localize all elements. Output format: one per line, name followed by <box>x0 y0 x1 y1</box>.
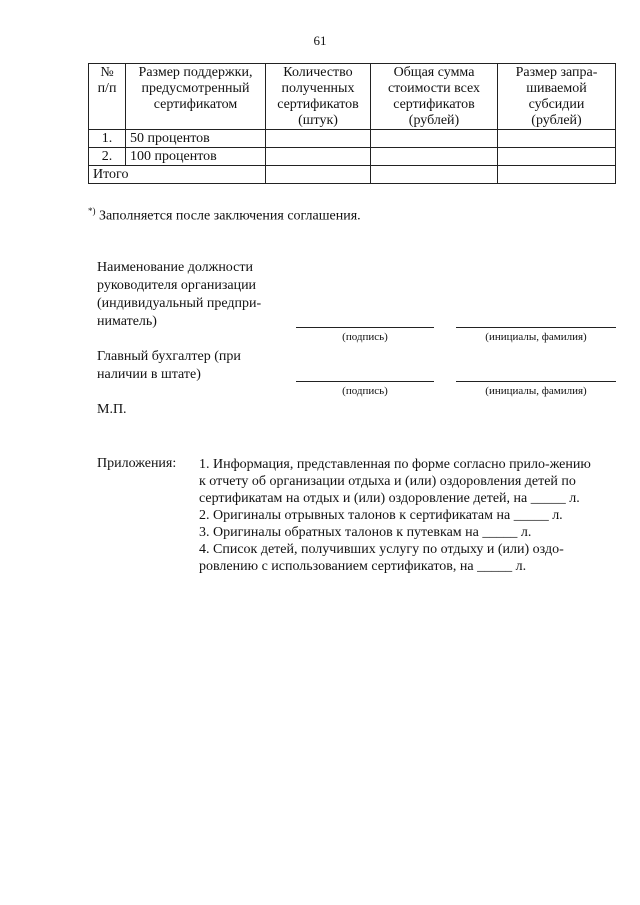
header-certificate-count: Количество полученных сертификатов (штук) <box>266 64 371 130</box>
row-number: 1. <box>89 130 126 148</box>
footnote <box>88 206 361 225</box>
head-name-line <box>456 327 616 328</box>
stamp-place: М.П. <box>97 402 127 417</box>
row-number: 2. <box>89 148 126 166</box>
header-subsidy-size: Размер запра-шиваемой субсидии (рублей) <box>498 64 616 130</box>
footnote-text: Заполняется после заключения соглашения. <box>99 208 361 224</box>
total-label: Итого <box>89 166 266 184</box>
cell-subsidy-size <box>498 148 616 166</box>
accountant-signature-line <box>296 381 434 382</box>
cell-subsidy-size <box>498 130 616 148</box>
footnote-mark: *) <box>88 206 96 216</box>
header-total-cost: Общая сумма стоимости всех сертификатов (рублей) <box>371 64 498 130</box>
accountant-name-line <box>456 381 616 382</box>
header-support-size: Размер поддержки, предусмотренный сертификатом <box>126 64 266 130</box>
table-row <box>89 130 616 148</box>
cell-certificate-count <box>266 130 371 148</box>
attachment-item: 1. Информация, представленная по форме согласно прило-жению к отчету об организации отдыха и (или) оздоровления детей по сертификатам на отдых и (или) оздоровление детей, на _____ л. <box>199 457 591 506</box>
cell-total-certificate-count <box>266 166 371 184</box>
accountant-title: Главный бухгалтер (при наличии в штате) <box>97 349 241 382</box>
row-support-size: 50 процентов <box>126 130 266 148</box>
attachment-item: 2. Оригиналы отрывных талонов к сертификатам на _____ л. <box>199 508 563 523</box>
table-row <box>89 148 616 166</box>
cell-certificate-count <box>266 148 371 166</box>
page-number: 61 <box>313 33 327 48</box>
head-position-title: Наименование должности руководителя организации (индивидуальный предпри-ниматель) <box>97 260 262 329</box>
cell-total-cost <box>371 130 498 148</box>
cell-total-cost-sum <box>371 166 498 184</box>
attachment-item: 4. Список детей, получивших услугу по отдыху и (или) оздо-ровлению с использованием сертификатов, на _____ л. <box>199 542 564 574</box>
head-signature-caption: (подпись) <box>342 331 388 343</box>
table-total-row <box>89 166 616 184</box>
cell-total-cost <box>371 148 498 166</box>
attachments-list <box>199 456 599 575</box>
report-table <box>88 63 616 184</box>
table-header-row <box>89 64 616 130</box>
attachments-label: Приложения: <box>97 456 177 471</box>
attachment-item: 3. Оригиналы обратных талонов к путевкам на _____ л. <box>199 525 532 540</box>
head-name-caption: (инициалы, фамилия) <box>485 331 587 343</box>
row-support-size: 100 процентов <box>126 148 266 166</box>
header-number: № п/п <box>89 64 126 130</box>
accountant-name-caption: (инициалы, фамилия) <box>485 385 587 397</box>
accountant-signature-caption: (подпись) <box>342 385 388 397</box>
cell-total-subsidy <box>498 166 616 184</box>
head-signature-line <box>296 327 434 328</box>
